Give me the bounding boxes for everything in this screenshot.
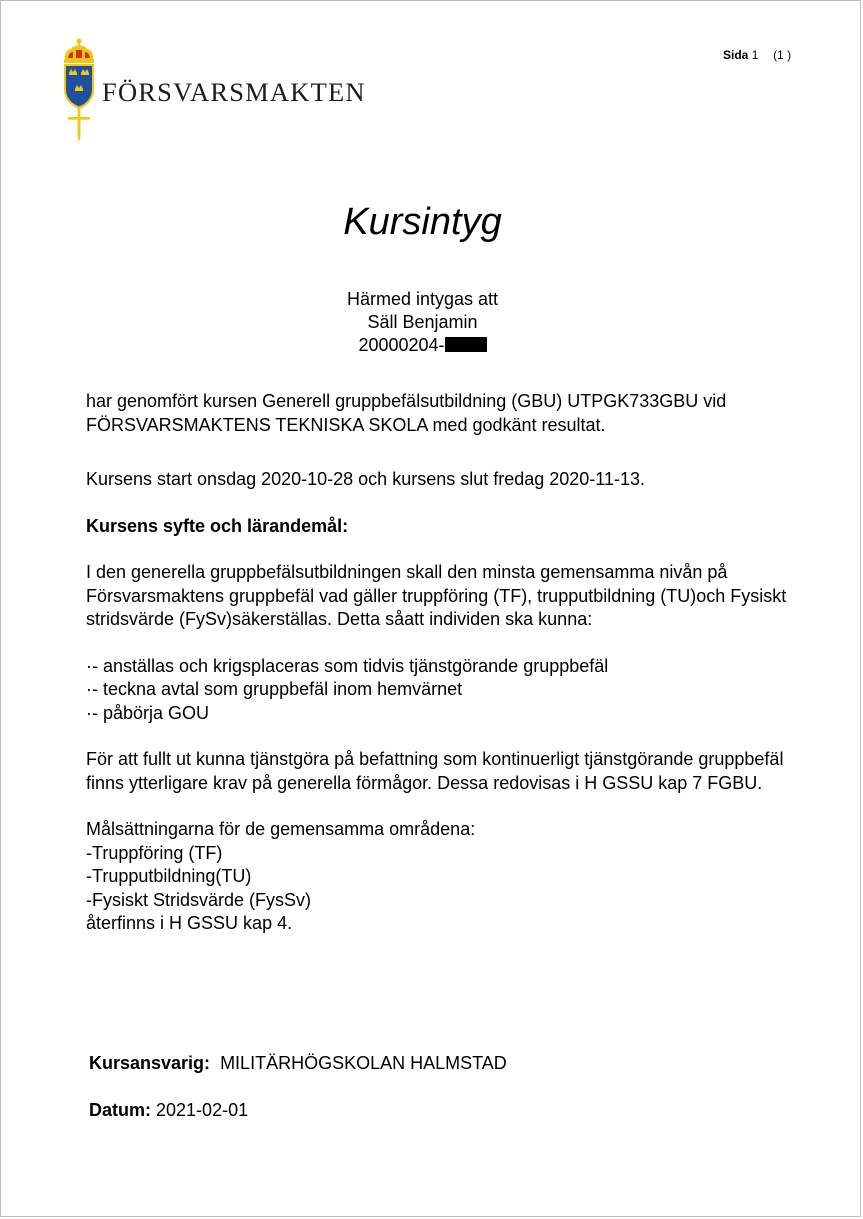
list-item: ·- teckna avtal som gruppbefäl inom hemvärnet <box>86 679 463 699</box>
list-item: -Fysiskt Stridsvärde (FysSv) <box>86 889 312 910</box>
organization-name: FÖRSVARSMAKTEN <box>102 77 366 107</box>
page-current: 1 <box>751 48 759 62</box>
responsible-value: MILITÄRHÖGSKOLAN HALMSTAD <box>220 1053 507 1073</box>
course-responsible <box>89 1053 507 1074</box>
objectives-block <box>86 818 806 936</box>
requirements-text: För att fullt ut kunna tjänstgöra på befattning som kontinuerligt tjänstgörande gruppbefäl finns ytterligare krav på generella förmågor. Dessa redovisas i H GSSU kap 7 FGBU. <box>86 749 784 793</box>
objectives-intro: Målsättningarna för de gemensamma områdena: <box>86 819 476 839</box>
completion-statement: har genomfört kursen Generell gruppbefälsutbildning (GBU) UTPGK733GBU vid FÖRSVARSMAKTENS TEKNISKA SKOLA med godkänt resultat. <box>86 391 727 435</box>
recipient-name: Säll Benjamin <box>367 312 478 332</box>
page-number <box>723 48 791 62</box>
certificate-body <box>86 390 806 936</box>
list-item: -Truppföring (TF) <box>86 842 223 863</box>
issue-date <box>89 1100 248 1121</box>
recipient-block <box>1 288 844 357</box>
list-item: ·- anställas och krigsplaceras som tidvis tjänstgörande gruppbefäl <box>86 655 609 676</box>
purpose-text: I den generella gruppbefälsutbildningen skall den minsta gemensamma nivån på Försvarsmaktens gruppbefäl vad gäller truppföring (TF), trupputbildning (TU)och Fysiskt stridsvärde (FySv)säkerställas. Detta såatt individen ska kunna: <box>86 562 787 629</box>
page-label: Sida <box>723 48 749 62</box>
list-item: -Trupputbildning(TU) <box>86 866 252 886</box>
personal-number: 20000204- <box>358 335 445 355</box>
certification-intro: Härmed intygas att <box>346 289 499 309</box>
goal-list <box>86 655 806 726</box>
purpose-heading: Kursens syfte och lärandemål: <box>86 515 349 536</box>
course-dates: Kursens start onsdag 2020-10-28 och kursens slut fredag 2020-11-13. <box>86 469 646 489</box>
redaction-box <box>445 337 487 352</box>
responsible-label: Kursansvarig: <box>89 1053 211 1073</box>
date-label: Datum: <box>89 1100 151 1120</box>
swedish-armed-forces-emblem-icon <box>59 37 99 143</box>
list-item: ·- påbörja GOU <box>86 702 210 723</box>
page-count: (1 ) <box>773 48 792 62</box>
document-title: Kursintyg <box>343 201 502 243</box>
date-value: 2021-02-01 <box>156 1100 249 1120</box>
objectives-reference: återfinns i H GSSU kap 4. <box>86 913 293 933</box>
